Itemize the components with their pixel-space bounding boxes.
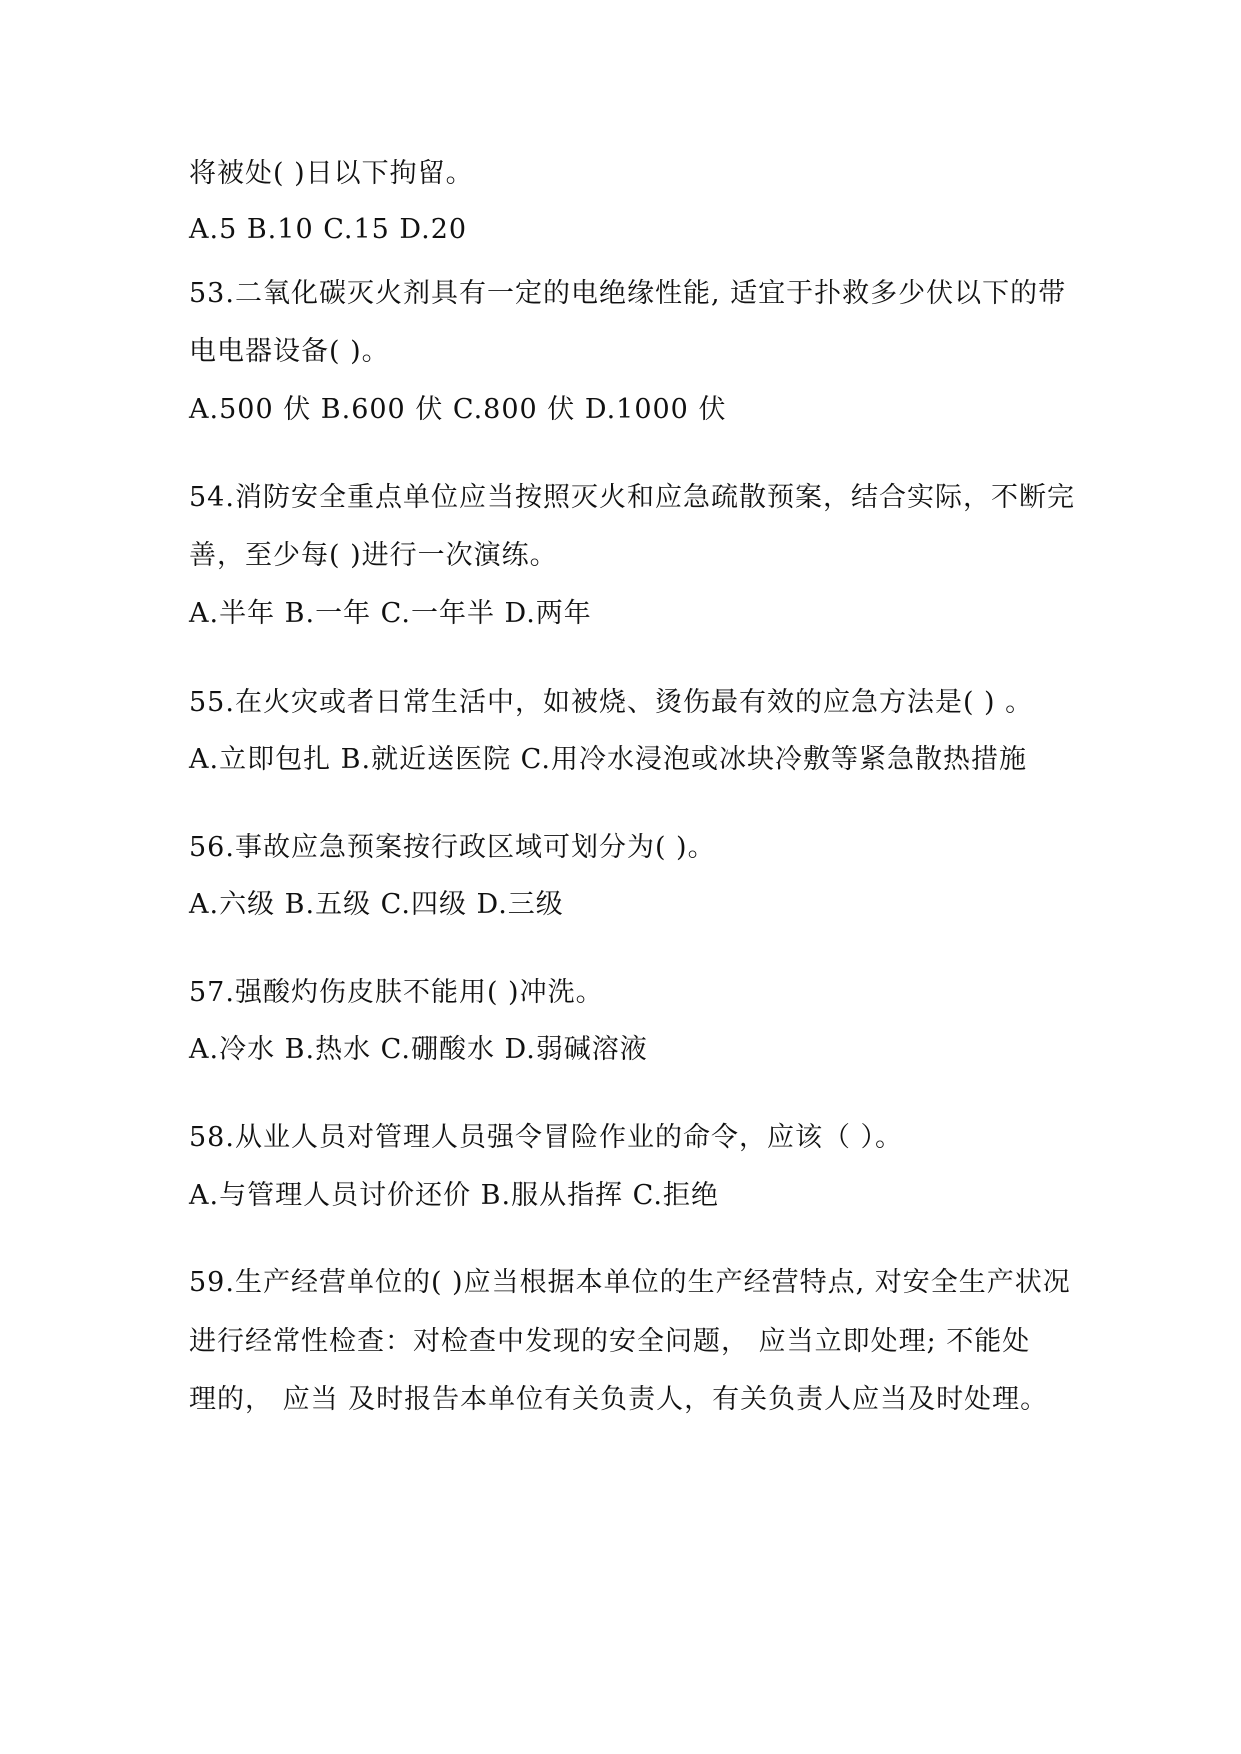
text-line: 进行经常性检查：对检查中发现的安全问题， 应当立即处理; 不能处	[189, 1326, 1031, 1357]
answer-options: A.六级 B.五级 C.四级 D.三级	[189, 889, 564, 920]
answer-options: A.500 伏 B.600 伏 C.800 伏 D.1000 伏	[189, 394, 727, 425]
question-55: 55.在火灾或者日常生活中，如被烧、烫伤最有效的应急方法是( ) 。	[189, 687, 1034, 718]
answer-options: A.半年 B.一年 C.一年半 D.两年	[189, 598, 592, 629]
text-line: 将被处( )日以下拘留。	[189, 158, 474, 189]
question-58: 58.从业人员对管理人员强令冒险作业的命令，应该（ ）。	[189, 1122, 904, 1153]
question-54: 54.消防安全重点单位应当按照灭火和应急疏散预案，结合实际，不断完	[189, 482, 1075, 513]
text-line: 善，至少每( )进行一次演练。	[189, 540, 558, 571]
text-line: 理的， 应当 及时报告本单位有关负责人，有关负责人应当及时处理。	[189, 1384, 1049, 1415]
question-53: 53.二氧化碳灭火剂具有一定的电绝缘性能, 适宜于扑救多少伏以下的带	[189, 278, 1067, 309]
question-56: 56.事故应急预案按行政区域可划分为( )。	[189, 832, 716, 863]
question-57: 57.强酸灼伤皮肤不能用( )冲洗。	[189, 977, 604, 1008]
question-59: 59.生产经营单位的( )应当根据本单位的生产经营特点, 对安全生产状况	[189, 1267, 1071, 1298]
text-line: 电电器设备( )。	[189, 336, 390, 367]
answer-options: A.立即包扎 B.就近送医院 C.用冷水浸泡或冰块冷敷等紧急散热措施	[189, 744, 1027, 775]
answer-options: A.5 B.10 C.15 D.20	[189, 214, 468, 245]
answer-options: A.冷水 B.热水 C.硼酸水 D.弱碱溶液	[189, 1034, 648, 1065]
answer-options: A.与管理人员讨价还价 B.服从指挥 C.拒绝	[189, 1180, 719, 1211]
